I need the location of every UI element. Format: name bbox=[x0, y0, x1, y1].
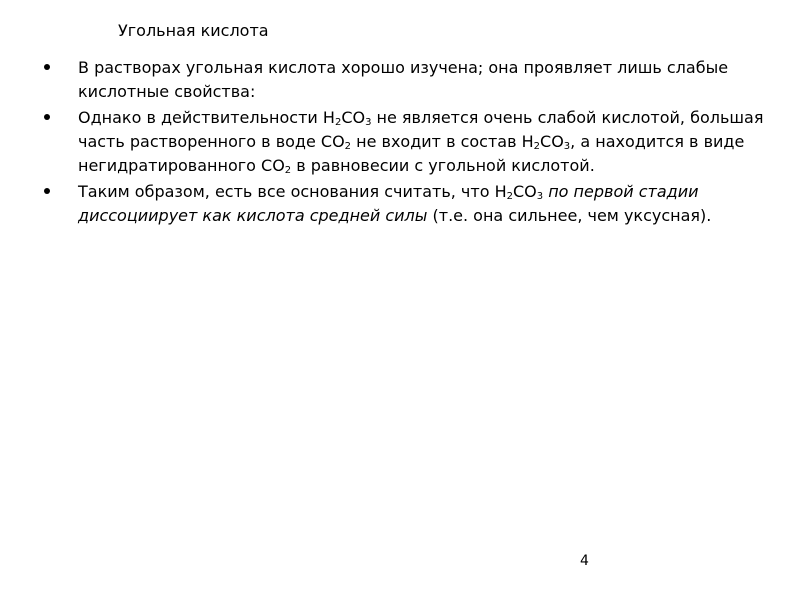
bullet-text: В растворах угольная кислота хорошо изучена; она проявляет лишь слабые кислотные свойства: bbox=[78, 58, 729, 101]
text-run: не является очень слабой кислотой, большая часть растворенного в воде СО bbox=[78, 108, 764, 151]
text-run: СО bbox=[341, 108, 366, 127]
text-run: , а находится в виде негидратированного СО bbox=[78, 132, 745, 175]
subscript: 2 bbox=[344, 141, 352, 152]
subscript: 2 bbox=[506, 191, 513, 202]
bullet-list bbox=[44, 56, 784, 230]
italic-emphasis: по первой стадии диссоциирует как кислота средней силы bbox=[78, 182, 699, 225]
text-run: СО bbox=[540, 132, 564, 151]
subscript: 2 bbox=[533, 141, 541, 152]
subscript: 3 bbox=[365, 117, 372, 128]
bullet-item-conclusion bbox=[44, 180, 784, 228]
bullet-item-weak-acid bbox=[44, 56, 784, 104]
bullet-dot bbox=[44, 188, 50, 194]
subscript: 3 bbox=[563, 141, 571, 152]
bullet-dot bbox=[44, 114, 50, 120]
bullet-text bbox=[78, 106, 784, 178]
subscript: 2 bbox=[284, 165, 292, 176]
text-run: не входит в состав Н bbox=[351, 132, 534, 151]
slide-title: Угольная кислота bbox=[118, 21, 269, 40]
subscript: 3 bbox=[536, 191, 544, 202]
bullet-item-actual-strength bbox=[44, 106, 784, 178]
text-run: Таким образом, есть все основания считать, что Н bbox=[78, 182, 507, 201]
bullet-text bbox=[78, 180, 784, 228]
text-run: Однако в действительности Н bbox=[78, 108, 335, 127]
text-run: (т.е. она сильнее, чем уксусная). bbox=[427, 206, 712, 225]
page-number: 4 bbox=[580, 553, 589, 569]
text-run: СО bbox=[512, 182, 537, 201]
text-run: в равновесии с угольной кислотой. bbox=[291, 156, 595, 175]
subscript: 2 bbox=[334, 117, 342, 128]
bullet-dot bbox=[44, 64, 50, 70]
